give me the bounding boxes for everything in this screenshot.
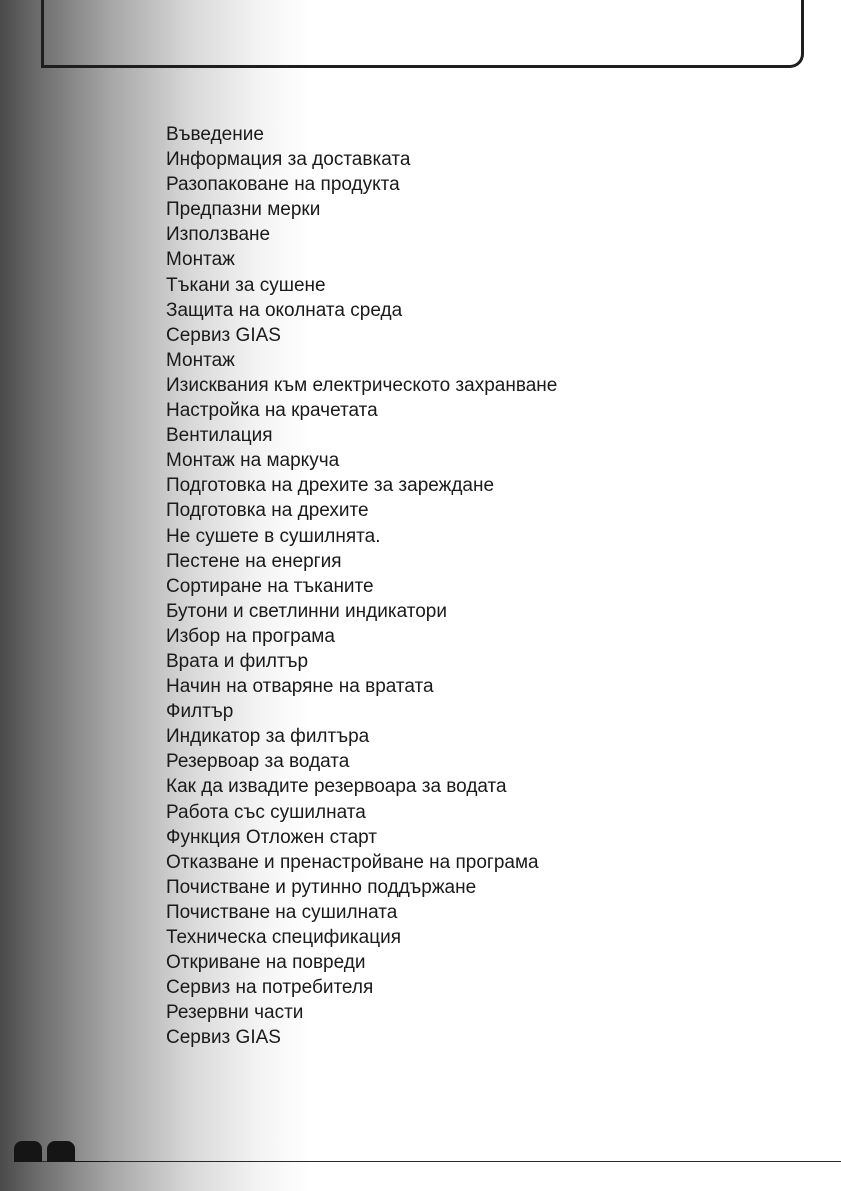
toc-item[interactable]: Филтър	[166, 701, 234, 723]
toc-item[interactable]: Информация за доставката	[166, 149, 411, 171]
toc-item[interactable]: Почистване на сушилната	[166, 901, 398, 923]
toc-item[interactable]: Сервиз GIAS	[166, 324, 281, 346]
toc-item[interactable]: Как да извадите резервоара за водата	[166, 776, 507, 798]
toc-item[interactable]: Пестене на енергия	[166, 550, 342, 572]
toc-item[interactable]: Подготовка на дрехите	[166, 500, 369, 522]
toc-item[interactable]: Тъкани за сушене	[166, 274, 326, 296]
header-frame	[41, 0, 804, 68]
toc-item[interactable]: Начин на отваряне на вратата	[166, 676, 434, 698]
toc-item[interactable]: Защита на околната среда	[166, 299, 403, 321]
toc-item[interactable]: Разопаковане на продукта	[166, 174, 400, 196]
toc-item[interactable]: Монтаж на маркуча	[166, 450, 340, 472]
toc-item[interactable]: Предпазни мерки	[166, 199, 321, 221]
toc-item[interactable]: Въведение	[166, 124, 264, 145]
toc-item[interactable]: Настройка на крачетата	[166, 400, 378, 422]
toc-item[interactable]: Бутони и светлинни индикатори	[166, 600, 447, 622]
toc-item[interactable]: Подготовка на дрехите за зареждане	[166, 475, 495, 497]
toc-item[interactable]: Вентилация	[166, 425, 273, 447]
toc-item[interactable]: Сортиране на тъканите	[166, 575, 374, 597]
toc-item[interactable]: Монтаж	[166, 349, 235, 371]
toc-item[interactable]: Избор на програма	[166, 625, 335, 647]
toc-item[interactable]: Работа със сушилната	[166, 801, 366, 823]
toc-item[interactable]: Почистване и рутинно поддържане	[166, 876, 477, 898]
toc-item[interactable]: Откриване на повреди	[166, 952, 366, 974]
toc-item[interactable]: Изисквания към електрическото захранване	[166, 374, 558, 396]
toc-item[interactable]: Резервни части	[166, 1002, 304, 1024]
toc-item[interactable]: Отказване и пренастройване на програма	[166, 851, 539, 873]
page-tab-marker	[47, 1141, 75, 1162]
toc-item[interactable]: Монтаж	[166, 249, 235, 271]
toc-item[interactable]: Функция Отложен старт	[166, 826, 377, 848]
page-tab-marker	[14, 1141, 42, 1162]
toc-item[interactable]: Не сушете в сушилнята.	[166, 525, 381, 547]
toc-item[interactable]: Индикатор за филтъра	[166, 726, 370, 748]
toc-item[interactable]: Сервиз на потребителя	[166, 977, 374, 999]
toc-item[interactable]: Врата и филтър	[166, 650, 309, 672]
toc-item[interactable]: Използване	[166, 224, 271, 246]
table-of-contents	[166, 122, 557, 1050]
toc-item[interactable]: Техническа спецификация	[166, 927, 402, 948]
footer-rule	[14, 1161, 841, 1162]
toc-item[interactable]: Сервиз GIAS	[166, 1027, 281, 1049]
toc-item[interactable]: Резервоар за водата	[166, 751, 350, 773]
